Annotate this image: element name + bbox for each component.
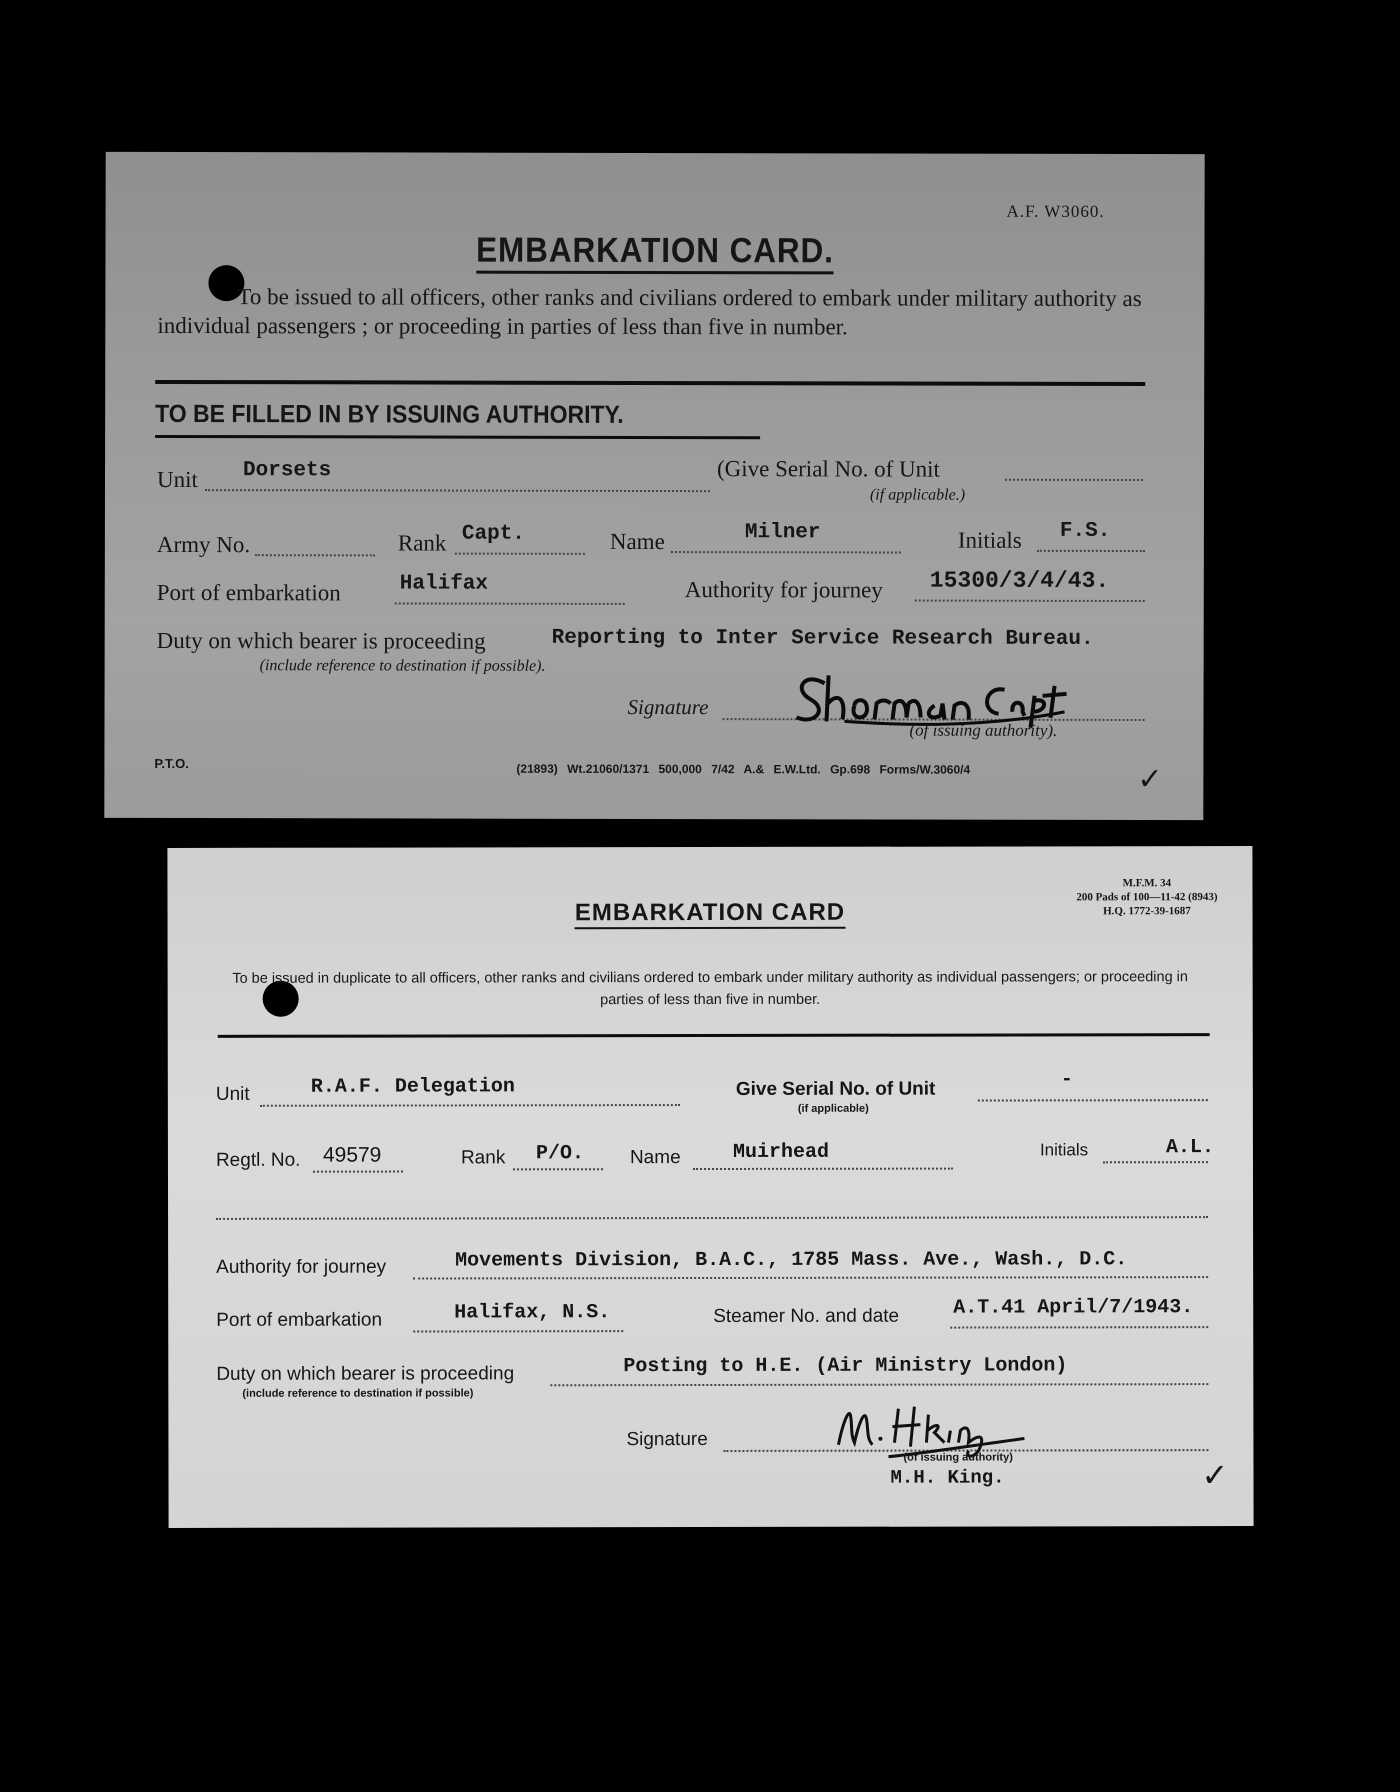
duty-line [550, 1383, 1208, 1386]
duty-value: Reporting to Inter Service Research Bureau. [551, 626, 1094, 651]
pto-marker: P.T.O. [154, 755, 189, 772]
name-line [671, 551, 901, 553]
duty-label: Duty on which bearer is proceeding [216, 1363, 515, 1385]
name-value: Milner [744, 521, 821, 545]
army-no-line [255, 554, 375, 556]
rank-value: Capt. [461, 522, 525, 546]
card-title: EMBARKATION CARD [167, 898, 1252, 928]
unit-line [260, 1104, 680, 1107]
unit-line [205, 489, 710, 492]
port-line [395, 602, 625, 604]
rank-line [513, 1168, 603, 1170]
blank-line [216, 1216, 1208, 1220]
steamer-value: A.T.41 April/7/1943. [953, 1296, 1194, 1320]
signature-note: (of issuing authority). [909, 720, 1058, 740]
rank-line [455, 553, 585, 555]
authority-value: Movements Division, B.A.C., 1785 Mass. Ave., Wash., D.C. [455, 1248, 1128, 1273]
initials-line [1103, 1161, 1208, 1163]
authority-line [915, 600, 1145, 602]
serial-line [1005, 479, 1143, 481]
printer-imprint: (21893) Wt.21060/1371 500,000 7/42 A.& E.W.Ltd. Gp.698 Forms/W.3060/4 [516, 761, 971, 777]
serial-note: (if applicable.) [869, 486, 966, 504]
divider [155, 380, 1145, 386]
serial-value: - [1060, 1068, 1073, 1092]
unit-label: Unit [156, 466, 198, 493]
check-mark: ✓ [1201, 1456, 1229, 1495]
embarkation-card-top [104, 152, 1204, 820]
duty-note: (include reference to destination if possible) [242, 1387, 474, 1400]
section-underline [155, 435, 760, 439]
authority-value: 15300/3/4/43. [929, 567, 1110, 594]
signature-typed: M.H. King. [890, 1466, 1005, 1489]
duty-label: Duty on which bearer is proceeding [156, 627, 486, 654]
unit-label: Unit [215, 1083, 250, 1105]
unit-value: Dorsets [243, 459, 332, 483]
card-title: EMBARKATION CARD. [160, 230, 1149, 272]
port-line [413, 1330, 623, 1332]
signature-label: Signature [627, 694, 709, 720]
initials-line [1037, 550, 1145, 552]
regtl-no-value: 49579 [322, 1143, 382, 1167]
authority-line [413, 1276, 1208, 1279]
serial-label: (Give Serial No. of Unit [717, 456, 940, 482]
duty-value: Posting to H.E. (Air Ministry London) [623, 1354, 1068, 1379]
initials-value: A.L. [1165, 1136, 1214, 1160]
army-no-label: Army No. [156, 531, 251, 558]
check-mark: ✓ [1137, 762, 1163, 798]
duty-note: (include reference to destination if possible). [259, 657, 546, 675]
regtl-no-label: Regtl. No. [215, 1149, 301, 1171]
form-code: A.F. W3060. [1006, 201, 1105, 221]
unit-value: R.A.F. Delegation [310, 1075, 515, 1099]
regtl-no-line [313, 1171, 403, 1173]
port-value: Halifax, N.S. [454, 1301, 611, 1325]
signature-label: Signature [626, 1429, 708, 1451]
rank-label: Rank [460, 1147, 506, 1169]
section-heading: TO BE FILLED IN BY ISSUING AUTHORITY. [155, 399, 624, 429]
instructions: To be issued in duplicate to all officers, other ranks and civilians ordered to embark under military authority as individual passengers; or proceeding in parties of less than five in number. [232, 969, 1188, 1009]
name-value: Muirhead [732, 1140, 829, 1164]
steamer-label: Steamer No. and date [713, 1305, 900, 1327]
name-label: Name [629, 1147, 681, 1169]
embarkation-card-bottom [167, 846, 1253, 1528]
port-value: Halifax [399, 572, 489, 596]
serial-label: Give Serial No. of Unit [735, 1078, 936, 1100]
name-line [693, 1168, 953, 1170]
rank-label: Rank [397, 530, 447, 556]
signature-note: (of issuing authority) [903, 1451, 1013, 1464]
divider [218, 1033, 1210, 1038]
serial-note: (if applicable) [797, 1102, 869, 1115]
serial-line [978, 1099, 1208, 1101]
authority-label: Authority for journey [684, 577, 883, 603]
instructions: To be issued to all officers, other ranks and civilians ordered to embark under military authority as individual passengers ; or proceeding in parties of less than five in number. [157, 284, 1142, 340]
rank-value: P/O. [535, 1142, 584, 1166]
name-label: Name [609, 528, 665, 555]
form-code: M.F.M. 34 200 Pads of 100—11-42 (8943) H.Q. 1772-39-1687 [1076, 877, 1218, 918]
port-label: Port of embarkation [156, 579, 341, 606]
port-label: Port of embarkation [216, 1309, 383, 1331]
initials-label: Initials [1039, 1140, 1089, 1160]
steamer-line [950, 1326, 1208, 1328]
authority-label: Authority for journey [216, 1256, 387, 1278]
initials-label: Initials [957, 527, 1022, 553]
initials-value: F.S. [1059, 519, 1111, 543]
